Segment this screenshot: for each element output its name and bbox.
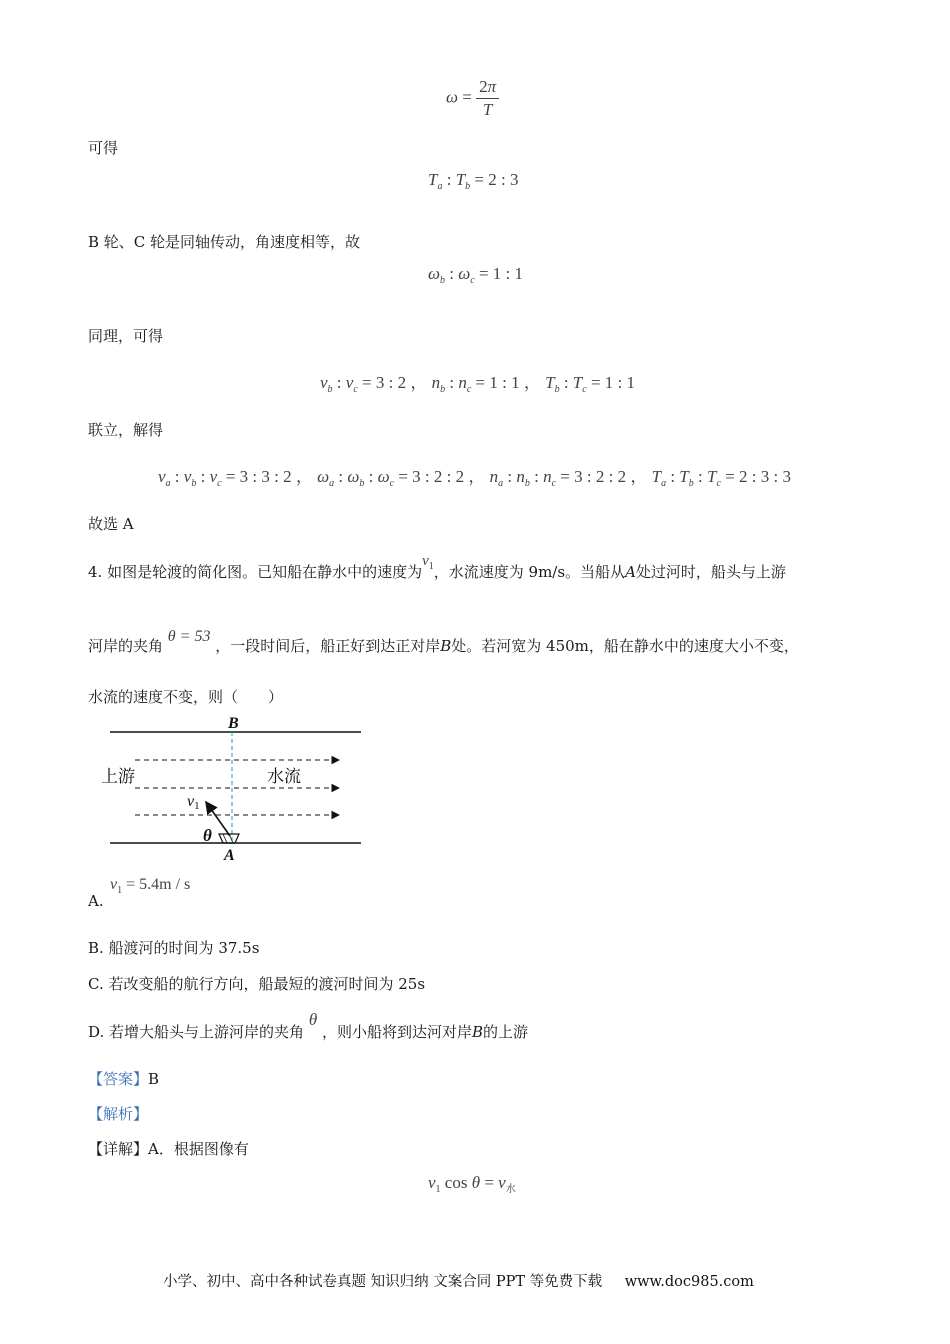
- option-c: C. 若改变船的航行方向，船最短的渡河时间为 25s: [88, 975, 426, 993]
- answer-value: B: [148, 1070, 160, 1088]
- formula-omega-b-c: $\omega_b$ : $\omega_c = 1$ : 1: [428, 264, 524, 286]
- answer-tag: 【答案】: [88, 1070, 149, 1088]
- analysis-tag: 【解析】: [88, 1105, 149, 1123]
- label-B: B: [228, 715, 239, 732]
- option-a: A.: [88, 892, 104, 910]
- ferry-diagram: [95, 712, 375, 867]
- formula-combined-ratios: $v_a$ : $v_b$ : $v_c = 3$ : 3 : 2 ， $\omega_a$ : $\omega_b$ : $\omega_c = 3$ : 2 : 2 ， $n_a$ : $n_b$ : $n_c = 3$ : 2 : 2 ， $T_a$ : $T_b$ : $T_c = 2$ : 3 : 3: [158, 467, 791, 489]
- detail-tag: 【详解】: [88, 1140, 149, 1158]
- question-line-1: 4. 如图是轮渡的简化图。已知船在静水中的速度为$v_1$，水流速度为 9m/s。当船从A处过河时，船头与上游: [88, 553, 786, 581]
- formula-omega: ω = $\frac{2\pi}{T}$: [446, 76, 499, 121]
- theta-equation: θ = 53: [167, 628, 211, 645]
- fraction-2pi-over-T: $\frac{2\pi}{T}$: [476, 76, 499, 121]
- detail-line: 【详解】A．根据图像有: [88, 1140, 249, 1158]
- v1-symbol: $v_1$: [422, 553, 434, 572]
- option-b: B. 船渡河的时间为 37.5s: [88, 939, 260, 957]
- formula-b-c-ratios: $v_b$ : $v_c = 3$ : 2 ， $n_b$ : $n_c = 1$ : 1 ， $T_b$ : $T_c = 1$ : 1: [320, 373, 636, 395]
- footer-text: 小学、初中、高中各种试卷真题 知识归纳 文案合同 PPT 等免费下载 www.doc985.com: [163, 1274, 754, 1290]
- text-ke-de: 可得: [88, 139, 119, 157]
- text-tong-li: 同理，可得: [88, 327, 164, 345]
- footer-url[interactable]: www.doc985.com: [624, 1274, 754, 1290]
- label-theta: θ: [203, 826, 212, 845]
- option-a-math: $v_1 = 5.4m / s$: [110, 876, 191, 896]
- theta-symbol: θ: [308, 1010, 318, 1029]
- question-line-3: 水流的速度不变，则（ ）: [88, 688, 284, 706]
- option-d: D. 若增大船头与上游河岸的夹角 θ ，则小船将到达河对岸B的上游: [88, 1010, 529, 1041]
- question-line-2: 河岸的夹角 θ = 53 ，一段时间后，船正好到达正对岸B处。若河宽为 450m，船在静水中的速度大小不变，: [88, 628, 799, 655]
- label-A: A: [224, 847, 235, 864]
- formula-v1-cos-theta: $v_1$ $\cos \theta = v_水$: [428, 1173, 516, 1195]
- label-upstream: 上游: [101, 767, 135, 787]
- label-v1: v1: [187, 793, 200, 812]
- formula-Ta-Tb: $T_a$ : $T_b = 2$ : 3: [428, 170, 519, 192]
- answer-line: [88, 1068, 159, 1089]
- text-gu-xuan: 故选 A: [88, 515, 134, 533]
- text-lian-li: 联立，解得: [88, 421, 164, 439]
- text-b-c-same-axis: B 轮、C 轮是同轴传动，角速度相等，故: [88, 233, 361, 251]
- label-flow: 水流: [267, 767, 301, 787]
